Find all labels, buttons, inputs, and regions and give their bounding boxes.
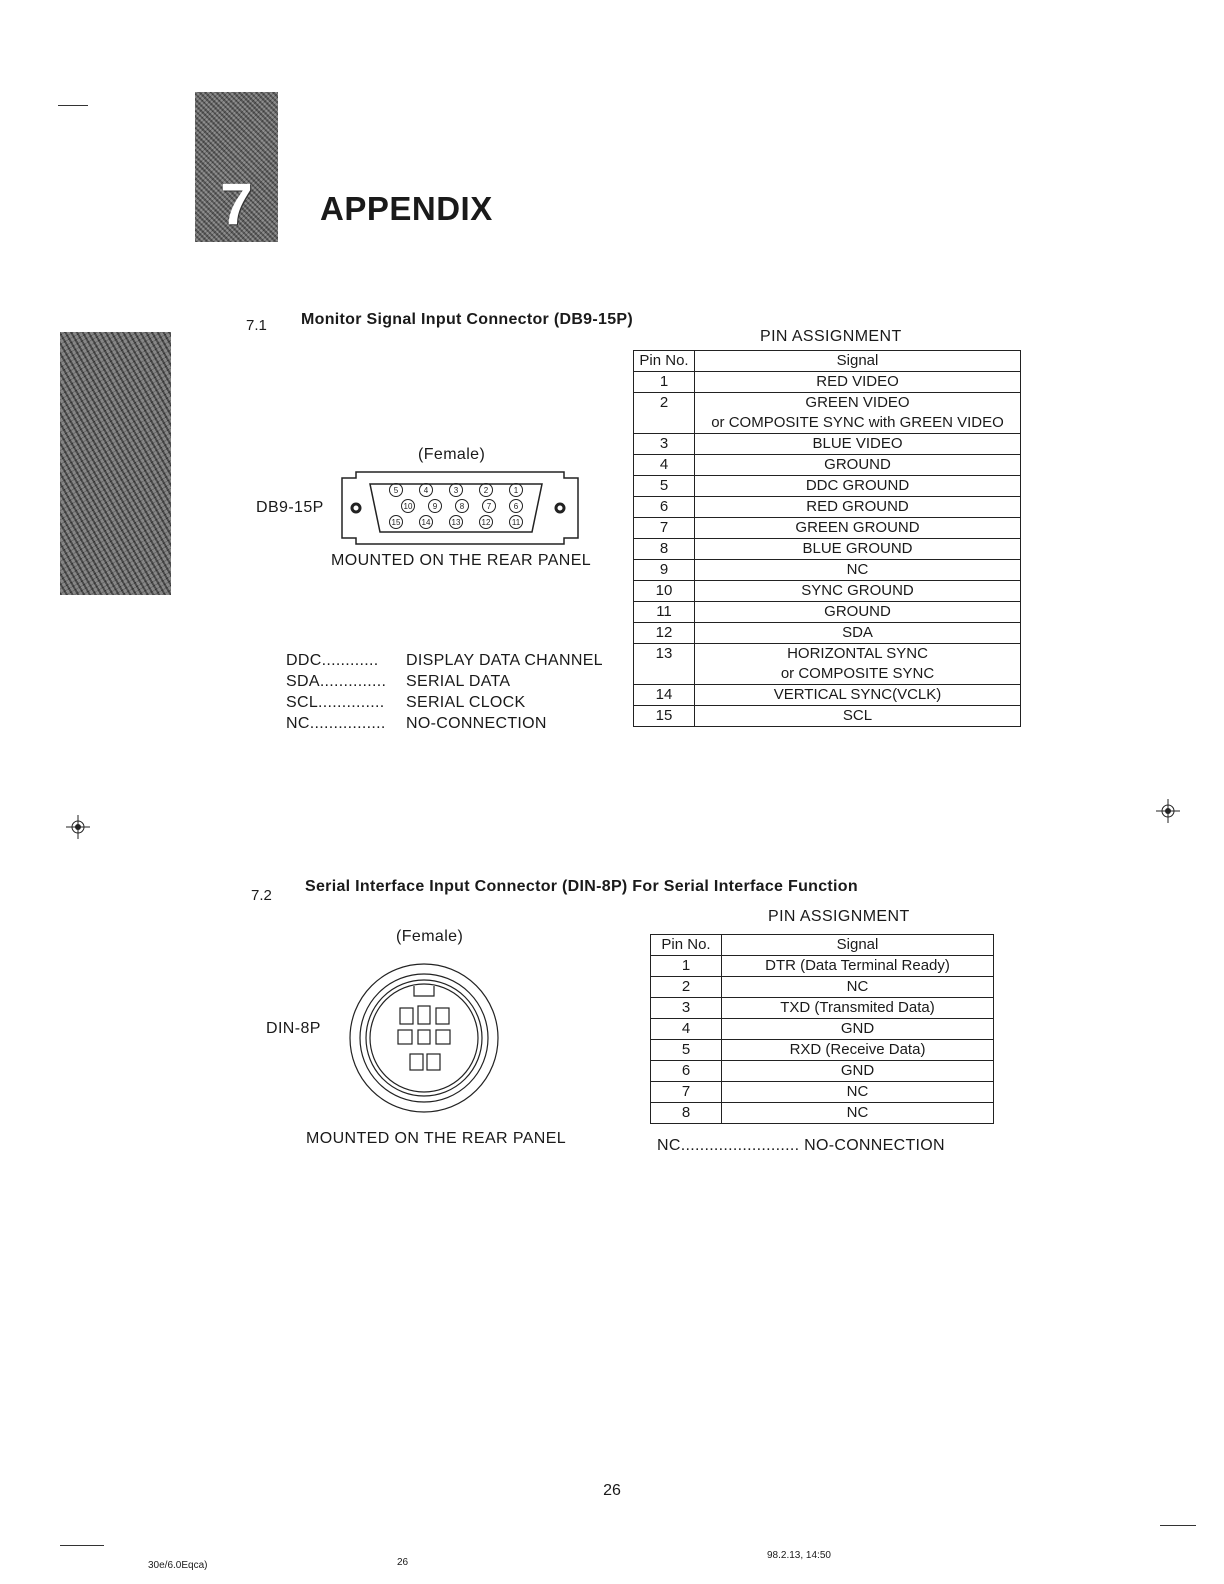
pin-signal: RED GROUND [695,497,1021,518]
pin-signal: GREEN GROUND [695,518,1021,539]
pin-number: 7 [651,1082,722,1103]
table-header-row [651,935,994,956]
section-1-title: Monitor Signal Input Connector (DB9-15P) [301,311,633,328]
connector-pin-number: 4 [423,486,429,495]
pin-number: 1 [651,956,722,977]
table-row [651,1040,994,1061]
legend-value: DISPLAY DATA CHANNEL [406,652,603,669]
pin-number: 13 [634,644,695,685]
connector-pin-number: 8 [459,502,465,511]
connector-pin-number: 14 [421,518,431,527]
footer-right: 98.2.13, 14:50 [767,1550,831,1561]
pin-signal: VERTICAL SYNC(VCLK) [695,685,1021,706]
section-2-number: 7.2 [251,887,272,904]
footer-dash [1160,1525,1196,1526]
pin-number: 4 [634,455,695,476]
pin-number: 3 [651,998,722,1019]
legend-key: SDA [286,673,320,690]
header-signal: Signal [695,351,1021,372]
table-header-row [634,351,1021,372]
pin-number: 3 [634,434,695,455]
pin-number: 8 [651,1103,722,1124]
legend-dots: .............. [318,694,385,711]
legend-value: NO-CONNECTION [804,1137,945,1154]
db15-connector-diagram [336,468,584,548]
legend-dots: ................ [309,715,386,732]
table-row [634,372,1021,393]
chapter-number-block [195,92,278,242]
din8-mount-text: MOUNTED ON THE REAR PANEL [306,1130,567,1147]
pin-signal: SDA [695,623,1021,644]
pin-number: 2 [651,977,722,998]
pin-number: 12 [634,623,695,644]
legend-dots: ......................... [680,1137,800,1154]
page-number: 26 [603,1482,621,1499]
pin-signal: NC [722,1103,994,1124]
legend-key: SCL [286,694,319,711]
legend-value: NO-CONNECTION [406,715,547,732]
pin-signal: RED VIDEO [695,372,1021,393]
registration-mark-icon [66,815,90,839]
pin-signal: GROUND [695,455,1021,476]
pin-signal [695,644,1021,685]
section-side-tab [60,332,171,595]
section-2-table-title: PIN ASSIGNMENT [768,908,910,925]
pin-number: 6 [651,1061,722,1082]
pin-signal: SCL [695,706,1021,727]
pin-signal-line: HORIZONTAL SYNC [787,645,928,662]
pin-signal: RXD (Receive Data) [722,1040,994,1061]
table-row [634,581,1021,602]
pin-signal [695,393,1021,434]
pin-signal-alt: or COMPOSITE SYNC [780,665,935,682]
connector-pin-number: 2 [483,486,489,495]
legend-value: SERIAL CLOCK [406,694,526,711]
table-row [651,1103,994,1124]
table-row [634,602,1021,623]
pin-signal-alt: or COMPOSITE SYNC with GREEN VIDEO [711,414,1004,431]
legend-row [286,673,511,691]
pin-number: 14 [634,685,695,706]
section-2-title: Serial Interface Input Connector (DIN-8P) For Serial Interface Function [305,878,858,895]
footer-left: 30e/6.0Eqca) [148,1560,208,1571]
table-row [634,623,1021,644]
legend-row [286,715,547,733]
table-row [651,1061,994,1082]
pin-number: 10 [634,581,695,602]
table-row [634,706,1021,727]
db15-connector-label: DB9-15P [256,499,324,516]
din8-gender-label: (Female) [396,928,464,945]
connector-pin-number: 11 [511,518,521,527]
connector-pin-number: 15 [391,518,401,527]
legend-key: DDC [286,652,322,669]
din8-connector-label: DIN-8P [266,1020,321,1037]
section-1-table-title: PIN ASSIGNMENT [760,328,902,345]
table-row [634,497,1021,518]
pin-number: 15 [634,706,695,727]
chapter-title: APPENDIX [320,190,493,227]
pin-signal: GROUND [695,602,1021,623]
connector-pin-number: 7 [486,502,492,511]
footer-middle: 26 [397,1557,409,1568]
section-1-pin-table [633,350,1021,727]
table-row [634,644,1021,685]
din8-connector-diagram [348,958,500,1120]
pin-number: 5 [634,476,695,497]
margin-dash [58,105,88,106]
registration-mark-icon [1156,799,1180,823]
legend-dots: .............. [319,673,387,690]
table-row [651,956,994,977]
pin-signal: GND [722,1061,994,1082]
connector-pin-number: 10 [403,502,413,511]
table-row [634,560,1021,581]
pin-signal: DDC GROUND [695,476,1021,497]
pin-signal: TXD (Transmited Data) [722,998,994,1019]
section-2-pin-table [650,934,994,1124]
legend-row [286,652,603,670]
table-row [634,455,1021,476]
legend-value: SERIAL DATA [406,673,511,690]
table-row [651,998,994,1019]
connector-pin-number: 6 [513,502,519,511]
pin-number: 7 [634,518,695,539]
db15-gender-label: (Female) [418,446,486,463]
table-row [634,539,1021,560]
table-row [634,476,1021,497]
pin-signal: NC [722,1082,994,1103]
header-pin-no: Pin No. [651,935,722,956]
pin-number: 11 [634,602,695,623]
pin-signal: SYNC GROUND [695,581,1021,602]
table-row [634,434,1021,455]
legend-key: NC [286,715,310,732]
connector-pin-number: 1 [513,486,519,495]
pin-number: 5 [651,1040,722,1061]
connector-pin-number: 9 [432,502,438,511]
legend-dots: ............ [321,652,379,669]
connector-pin-number: 5 [393,486,399,495]
connector-pin-number: 12 [481,518,491,527]
connector-pin-number: 13 [451,518,461,527]
pin-number: 4 [651,1019,722,1040]
legend-key: NC [657,1137,681,1154]
pin-signal: GND [722,1019,994,1040]
pin-number: 8 [634,539,695,560]
table-row [651,1082,994,1103]
footer-dash [60,1545,104,1546]
pin-signal-line: GREEN VIDEO [805,394,910,411]
pin-signal: NC [722,977,994,998]
pin-number: 9 [634,560,695,581]
pin-signal: NC [695,560,1021,581]
section-1-number: 7.1 [246,317,267,334]
table-row [634,518,1021,539]
connector-pin-number: 3 [453,486,459,495]
table-row [651,1019,994,1040]
pin-signal: BLUE VIDEO [695,434,1021,455]
pin-signal: DTR (Data Terminal Ready) [722,956,994,977]
pin-number: 6 [634,497,695,518]
pin-number: 1 [634,372,695,393]
table-row [634,685,1021,706]
header-pin-no: Pin No. [634,351,695,372]
pin-signal: BLUE GROUND [695,539,1021,560]
db15-mount-text: MOUNTED ON THE REAR PANEL [331,552,592,569]
section-2-legend [657,1137,945,1155]
table-row [651,977,994,998]
header-signal: Signal [722,935,994,956]
pin-number: 2 [634,393,695,434]
legend-row [286,694,526,712]
table-row [634,393,1021,434]
chapter-number: 7 [220,172,253,237]
